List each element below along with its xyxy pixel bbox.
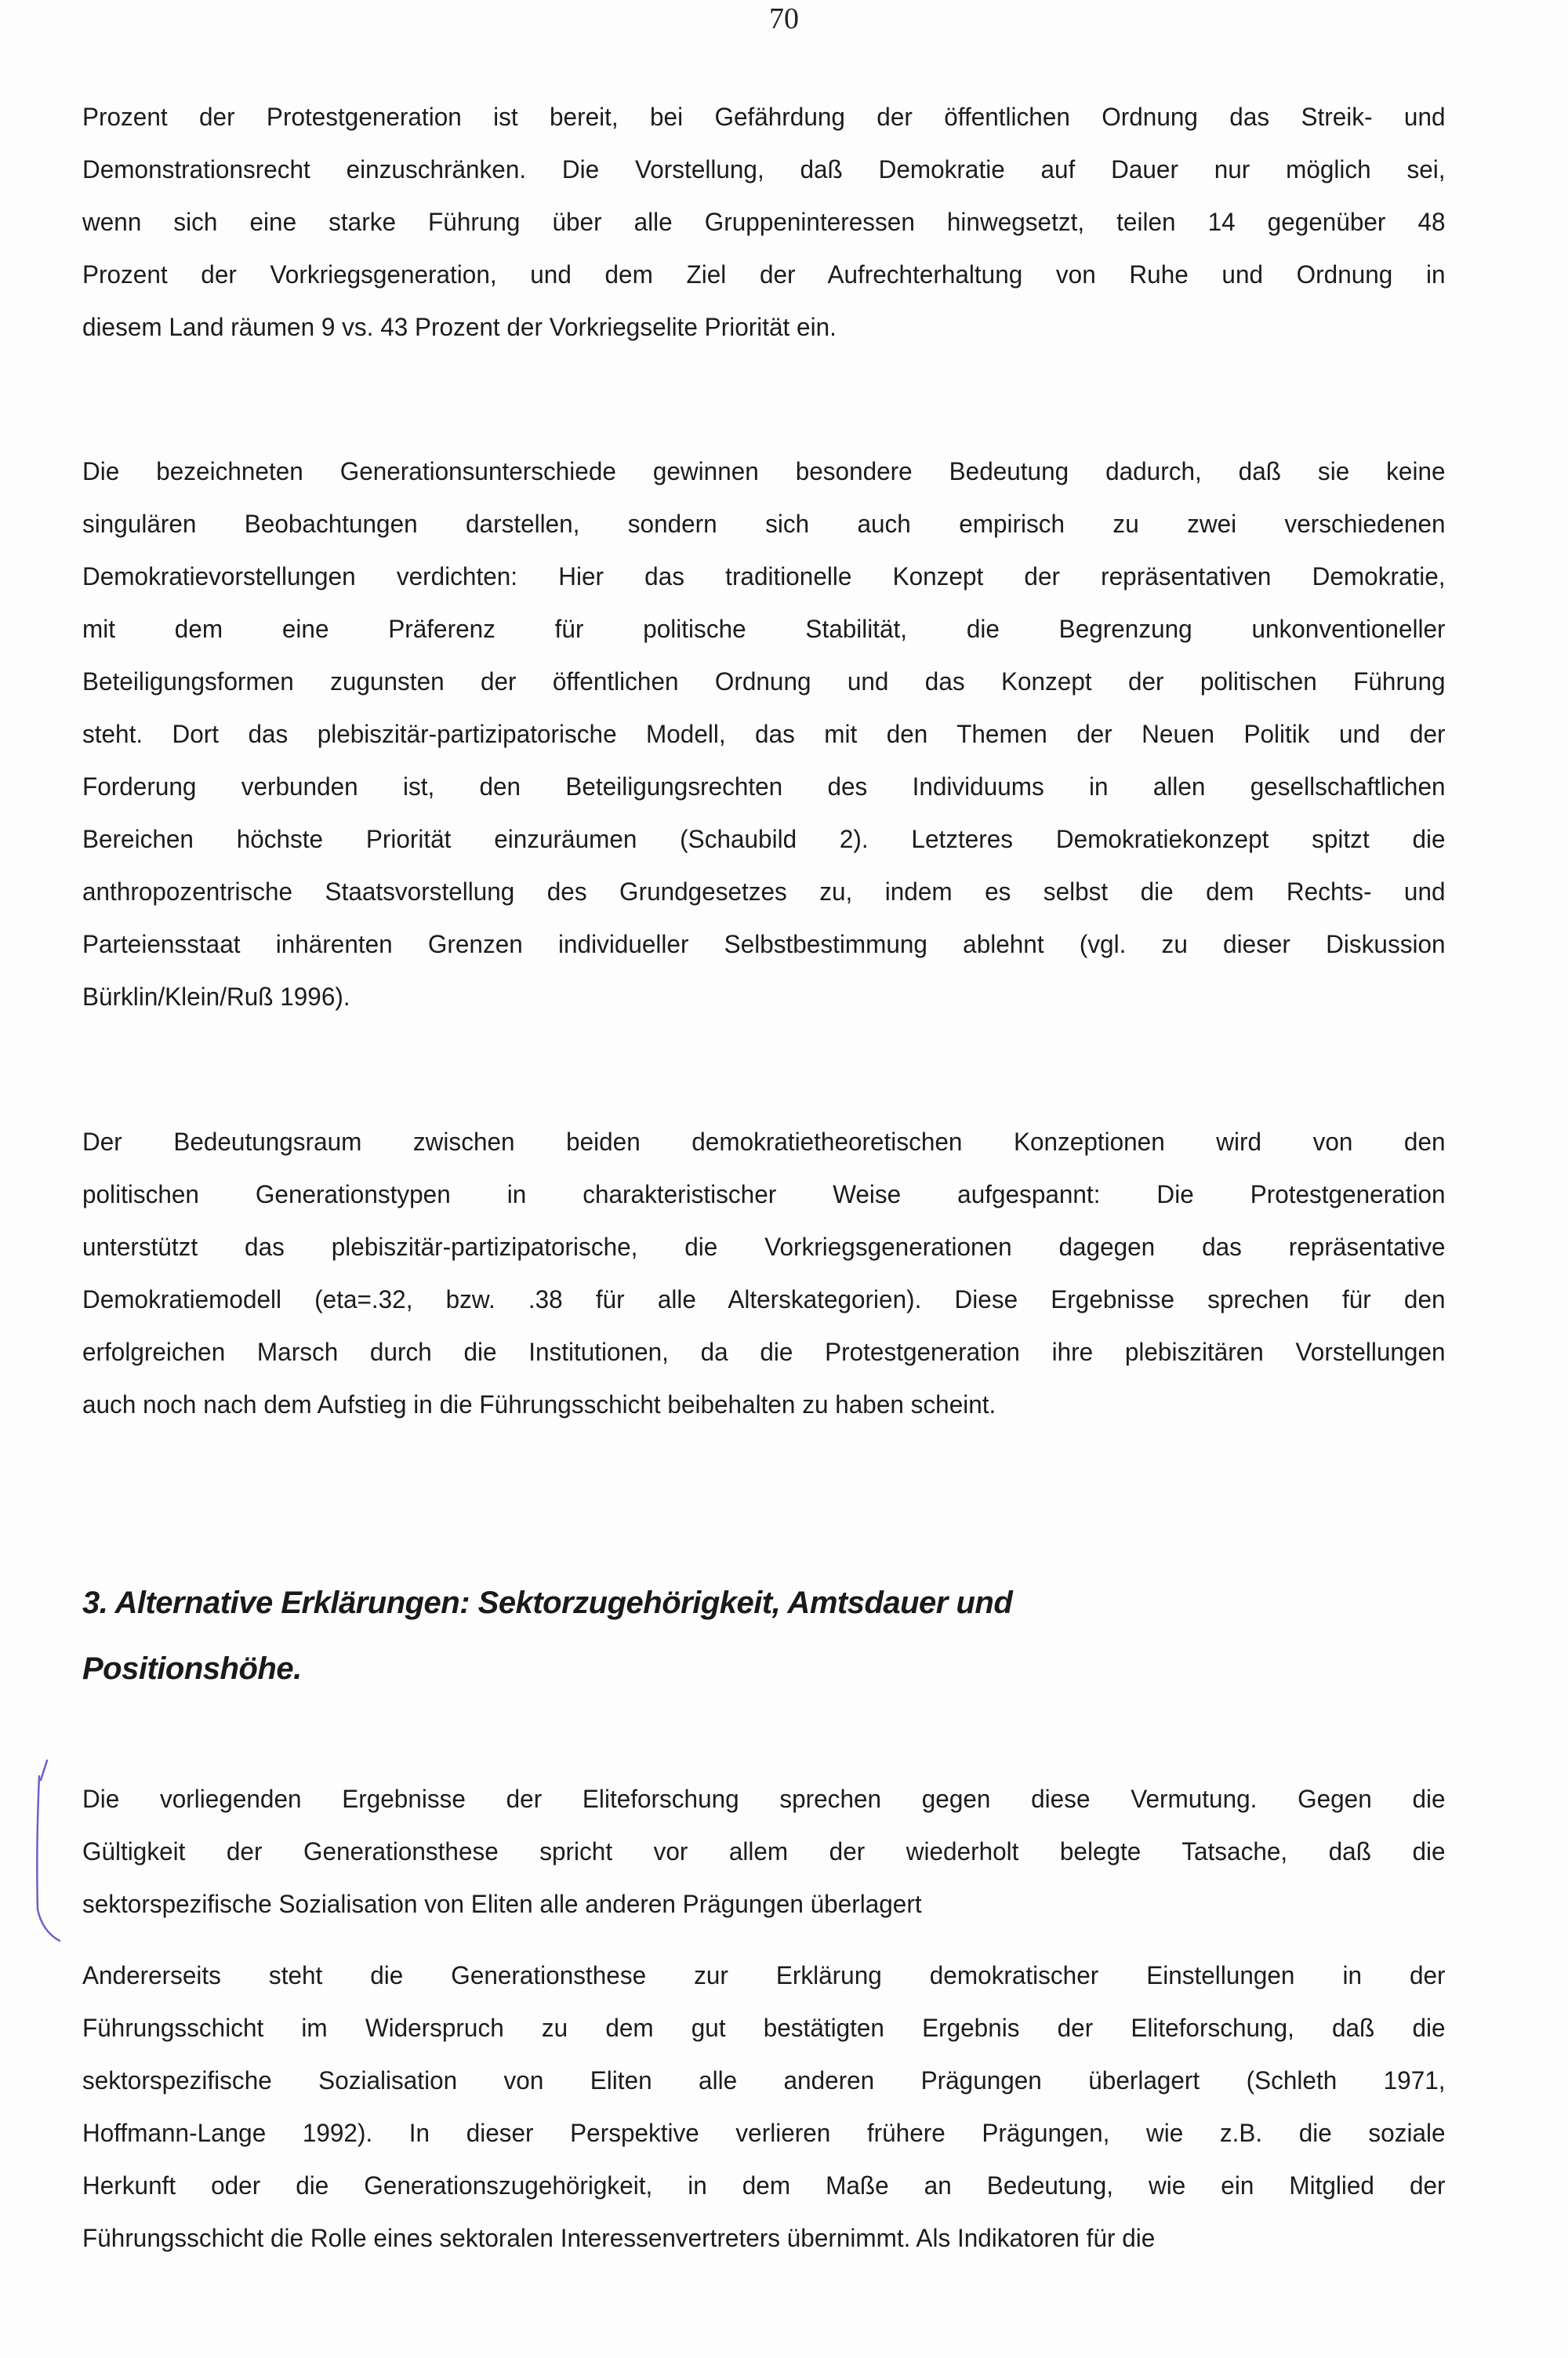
text-line: erfolgreichen Marsch durch die Institutionen, da die Protestgeneration ihre plebiszitären Vorstellungen [82,1338,1446,1366]
text-line: mit dem eine Präferenz für politische Stabilität, die Begrenzung unkonventioneller [82,615,1446,643]
text-line: Bereichen höchste Priorität einzuräumen (Schaubild 2). Letzteres Demokratiekonzept spitzt die [82,825,1446,853]
text-line: Gültigkeit der Generationsthese spricht vor allem der wiederholt belegte Tatsache, daß die [82,1837,1446,1866]
text-line: Parteiensstaat inhärenten Grenzen individueller Selbstbestimmung ablehnt (vgl. zu dieser Diskussion [82,930,1446,958]
text-line: unterstützt das plebiszitär-partizipatorische, die Vorkriegsgenerationen dagegen das repräsentative [82,1233,1446,1261]
text-line: wenn sich eine starke Führung über alle Gruppeninteressen hinwegsetzt, teilen 14 gegenüber 48 [82,208,1446,236]
text-line: Demonstrationsrecht einzuschränken. Die Vorstellung, daß Demokratie auf Dauer nur möglich sei, [82,155,1446,183]
text-line: Beteiligungsformen zugunsten der öffentlichen Ordnung und das Konzept der politischen Führung [82,667,1446,696]
text-line: sektorspezifische Sozialisation von Eliten alle anderen Prägungen überlagert [82,1890,922,1918]
text-line: Prozent der Vorkriegsgeneration, und dem Ziel der Aufrechterhaltung von Ruhe und Ordnung in [82,260,1446,289]
section-heading-line-1: 3. Alternative Erklärungen: Sektorzugehörigkeit, Amtsdauer und [82,1586,1013,1620]
text-line: Forderung verbunden ist, den Beteiligungsrechten des Individuums in allen gesellschaftlichen [82,772,1446,801]
page-number: 70 [769,2,799,35]
text-line: sektorspezifische Sozialisation von Eliten alle anderen Prägungen überlagert (Schleth 1971, [82,2066,1446,2095]
text-line: Hoffmann-Lange 1992). In dieser Perspektive verlieren frühere Prägungen, wie z.B. die soziale [82,2119,1446,2147]
text-line: anthropozentrische Staatsvorstellung des Grundgesetzes zu, indem es selbst die dem Rechts- und [82,877,1446,906]
text-line: diesem Land räumen 9 vs. 43 Prozent der Vorkriegselite Priorität ein. [82,313,837,341]
text-line: Andererseits steht die Generationsthese zur Erklärung demokratischer Einstellungen in der [82,1961,1446,1989]
text-line: Die bezeichneten Generationsunterschiede gewinnen besondere Bedeutung dadurch, daß sie keine [82,457,1446,485]
text-line: Die vorliegenden Ergebnisse der Eliteforschung sprechen gegen diese Vermutung. Gegen die [82,1785,1446,1813]
text-line: auch noch nach dem Aufstieg in die Führungsschicht beibehalten zu haben scheint. [82,1390,996,1419]
handwritten-margin-bracket [24,1745,86,1957]
paragraph-4 [82,1773,1466,1931]
paragraph-2 [82,445,1466,1023]
text-line: steht. Dort das plebiszitär-partizipatorische Modell, das mit den Themen der Neuen Politik und der [82,720,1446,748]
text-line: Führungsschicht im Widerspruch zu dem gut bestätigten Ergebnis der Eliteforschung, daß die [82,2014,1446,2042]
text-line: Bürklin/Klein/Ruß 1996). [82,983,350,1011]
text-line: Führungsschicht die Rolle eines sektoralen Interessenvertreters übernimmt. Als Indikatoren für die [82,2224,1156,2252]
text-line: Demokratievorstellungen verdichten: Hier das traditionelle Konzept der repräsentativen Demokratie, [82,562,1446,590]
text-line: politischen Generationstypen in charakteristischer Weise aufgespannt: Die Protestgeneration [82,1180,1446,1208]
paragraph-3 [82,1116,1466,1431]
paragraph-1 [82,91,1466,354]
text-line: Der Bedeutungsraum zwischen beiden demokratietheoretischen Konzeptionen wird von den [82,1128,1446,1156]
text-line: Prozent der Protestgeneration ist bereit, bei Gefährdung der öffentlichen Ordnung das Streik- und [82,103,1446,131]
text-line: Demokratiemodell (eta=.32, bzw. .38 für alle Alterskategorien). Diese Ergebnisse sprechen für den [82,1285,1446,1313]
paragraph-5 [82,1949,1466,2265]
section-heading-line-2: Positionshöhe. [82,1651,302,1686]
text-line: Herkunft oder die Generationszugehörigkeit, in dem Maße an Bedeutung, wie ein Mitglied der [82,2171,1446,2200]
text-line: singulären Beobachtungen darstellen, sondern sich auch empirisch zu zwei verschiedenen [82,510,1446,538]
